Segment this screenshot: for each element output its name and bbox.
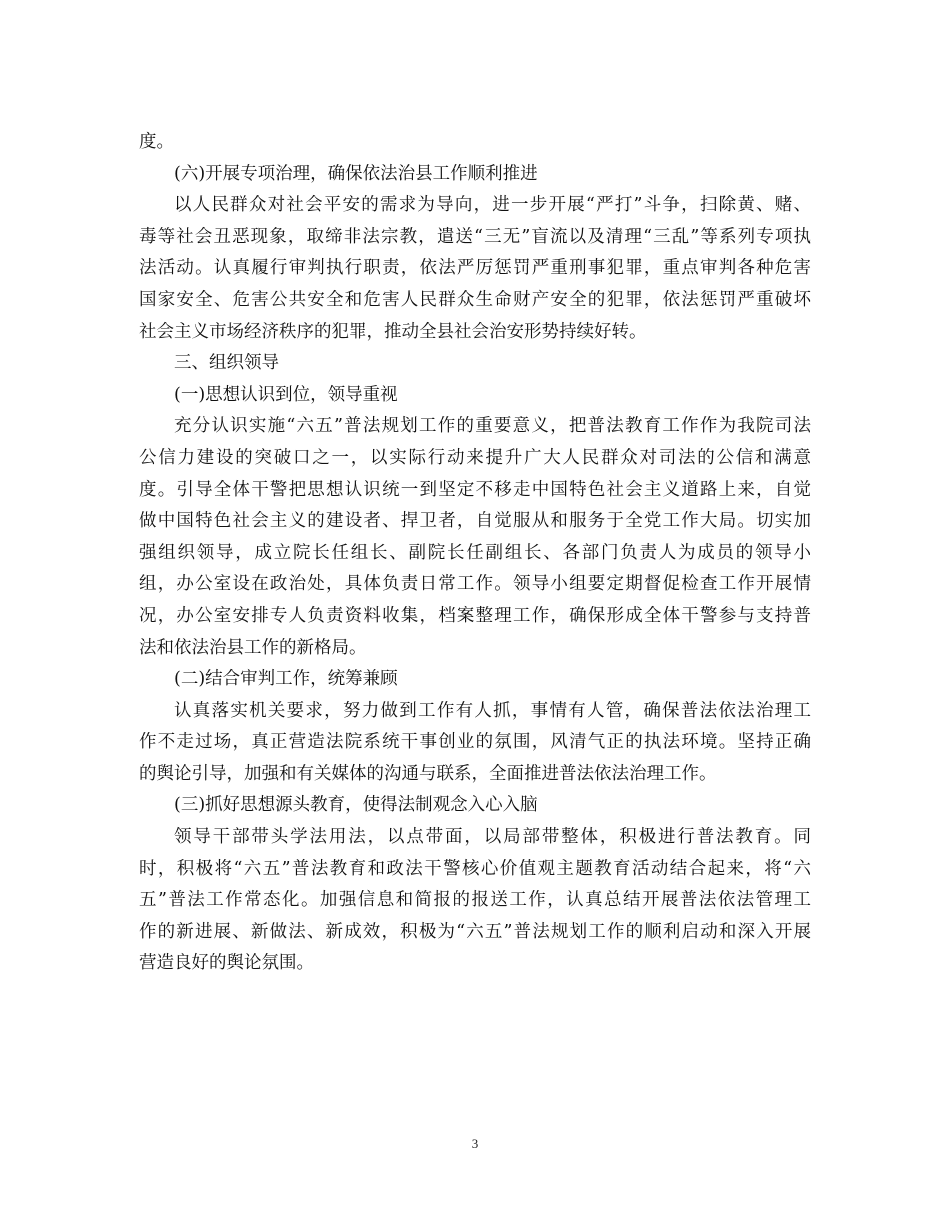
text-line: 五”普法工作常态化。加强信息和简报的报送工作，认真总结开展普法依法管理工 [139,890,811,911]
text-line: 毒等社会丑恶现象，取缔非法宗教，遣送“三无”盲流以及清理“三乱”等系列专项执 [139,226,811,247]
text-line: 作不走过场，真正营造法院系统干事创业的氛围，风清气正的执法环境。坚持正确 [139,732,811,753]
body-paragraph [139,190,811,348]
text-line: 组，办公室设在政治处，具体负责日常工作。领导小组要定期督促检查工作开展情 [139,574,811,595]
section-heading [139,790,811,822]
text-line: 营造良好的舆论氛围。 [139,953,314,974]
text-line: 法和依法治县工作的新格局。 [139,637,367,658]
text-line: (二)结合审判工作，统筹兼顾 [174,669,398,690]
text-line: 度。 [139,132,174,152]
text-line: 的舆论引导，加强和有关媒体的沟通与联系，全面推进普法依法治理工作。 [139,763,717,784]
body-paragraph [139,127,811,159]
text-line: 况，办公室安排专人负责资料收集，档案整理工作，确保形成全体干警参与支持普 [139,605,811,626]
text-line: 社会主义市场经济秩序的犯罪，推动全县社会治安形势持续好转。 [139,321,647,342]
text-line: (三)抓好思想源头教育，使得法制观念入心入脑 [174,795,538,816]
text-line: 强组织领导，成立院长任组长、副院长任副组长、各部门负责人为成员的领导小 [139,542,811,563]
text-line: 作的新进展、新做法、新成效，积极为“六五”普法规划工作的顺利启动和深入开展 [139,921,811,942]
text-line: 做中国特色社会主义的建设者、捍卫者，自觉服从和服务于全党工作大局。切实加 [139,511,811,532]
text-line: 领导干部带头学法用法，以点带面，以局部带整体，积极进行普法教育。同 [174,827,811,848]
text-line: 度。引导全体干警把思想认识统一到坚定不移走中国特色社会主义道路上来，自觉 [139,479,811,500]
section-heading [139,159,811,191]
section-heading [139,348,811,380]
text-line: 三、组织领导 [174,353,279,374]
body-paragraph [139,411,811,664]
text-line: 国家安全、危害公共安全和危害人民群众生命财产安全的犯罪，依法惩罚严重破坏 [139,289,811,310]
text-line: 以人民群众对社会平安的需求为导向，进一步开展“严打”斗争，扫除黄、赌、 [174,195,811,216]
text-line: 时，积极将“六五”普法教育和政法干警核心价值观主题教育活动结合起来，将“六 [139,858,811,879]
section-heading [139,380,811,412]
body-paragraph [139,696,811,791]
text-line: (一)思想认识到位，领导重视 [174,384,398,405]
text-line: 充分认识实施“六五”普法规划工作的重要意义，把普法教育工作作为我院司法 [174,416,811,437]
body-paragraph [139,822,811,980]
text-line: (六)开展专项治理，确保依法治县工作顺利推进 [174,163,538,184]
page-number: 3 [471,1136,479,1151]
section-heading [139,664,811,696]
document-body [139,127,811,980]
text-line: 认真落实机关要求，努力做到工作有人抓，事情有人管，确保普法依法治理工 [174,700,811,721]
text-line: 法活动。认真履行审判执行职责，依法严厉惩罚严重刑事犯罪，重点审判各种危害 [139,258,811,279]
text-line: 公信力建设的突破口之一，以实际行动来提升广大人民群众对司法的公信和满意 [139,447,811,468]
